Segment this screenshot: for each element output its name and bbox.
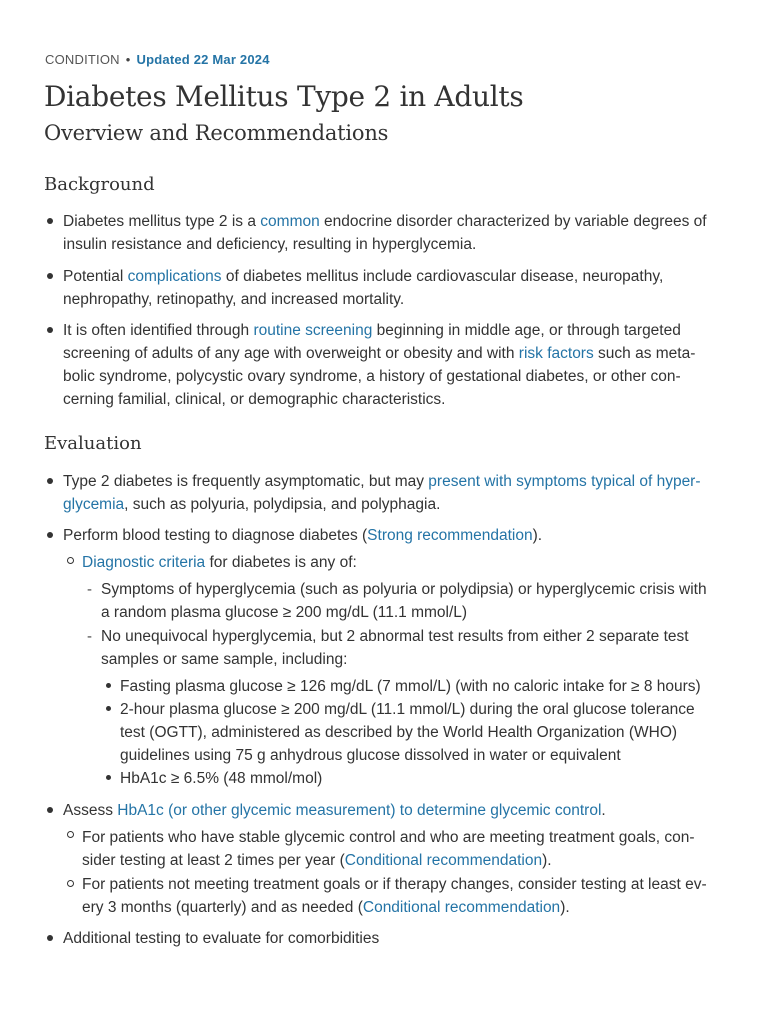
page-subtitle: Overview and Recommendations	[44, 121, 389, 145]
bullet	[106, 706, 111, 711]
list-item-text: Perform blood testing to diagnose diabetes (Strong recommendation).	[63, 527, 543, 544]
list-item-text: a random plasma glucose ≥ 200 mg/dL (11.1 mmol/L)	[101, 604, 468, 621]
bullet	[47, 327, 53, 333]
list-item-text: cerning familial, clinical, or demographic characteristics.	[63, 391, 446, 408]
bullet	[106, 683, 111, 688]
list-item-text: ery 3 months (quarterly) and as needed (Conditional recommendation).	[82, 899, 570, 916]
list-item-text: Diagnostic criteria for diabetes is any of:	[82, 554, 357, 571]
list-item-text: Type 2 diabetes is frequently asymptomatic, but may present with symptoms typical of hyper-	[63, 473, 701, 490]
bullet	[47, 273, 53, 279]
section-heading-background: Background	[44, 174, 155, 195]
sub-bullet	[67, 880, 74, 887]
bullet	[47, 532, 53, 538]
dash-marker: -	[87, 581, 92, 598]
list-item-text: screening of adults of any age with overweight or obesity and with risk factors such as meta-	[63, 345, 696, 362]
present-with-symptoms-link[interactable]: present with symptoms typical of hyper-	[428, 473, 701, 490]
list-item-text: samples or same sample, including:	[101, 651, 348, 668]
meta-separator: •	[125, 52, 131, 67]
glycemia-link[interactable]: glycemia	[63, 496, 125, 513]
list-item-text: nephropathy, retinopathy, and increased mortality.	[63, 291, 405, 308]
risk-factors-link[interactable]: risk factors	[518, 345, 594, 362]
list-item-text: bolic syndrome, polycystic ovary syndrome, a history of gestational diabetes, or other con-	[63, 368, 681, 385]
list-item-text: For patients not meeting treatment goals or if therapy changes, consider testing at least ev-	[82, 876, 707, 893]
article-meta	[45, 52, 270, 67]
section-heading-evaluation: Evaluation	[44, 433, 142, 454]
bullet	[47, 807, 53, 813]
list-item-text: sider testing at least 2 times per year (Conditional recommendation).	[82, 852, 552, 869]
conditional-recommendation-link[interactable]: Conditional recommendation	[344, 852, 543, 869]
list-item-text: guidelines using 75 g anhydrous glucose dissolved in water or equivalent	[120, 747, 621, 764]
common-link[interactable]: common	[260, 213, 320, 230]
list-item-text: glycemia, such as polyuria, polydipsia, and polyphagia.	[63, 496, 441, 513]
list-item-text: 2-hour plasma glucose ≥ 200 mg/dL (11.1 mmol/L) during the oral glucose tolerance	[120, 701, 695, 718]
bullet	[47, 478, 53, 484]
diagnostic-criteria-link[interactable]: Diagnostic criteria	[82, 554, 206, 571]
complications-link[interactable]: complications	[127, 268, 222, 285]
bullet	[47, 935, 53, 941]
updated-date: Updated 22 Mar 2024	[136, 52, 270, 67]
category-label: CONDITION	[45, 52, 120, 67]
list-item-text: Fasting plasma glucose ≥ 126 mg/dL (7 mmol/L) (with no caloric intake for ≥ 8 hours)	[120, 678, 701, 695]
dash-marker: -	[87, 628, 92, 645]
list-item-text: insulin resistance and deficiency, resulting in hyperglycemia.	[63, 236, 477, 253]
strong-recommendation-link[interactable]: Strong recommendation	[367, 527, 533, 544]
list-item-text: No unequivocal hyperglycemia, but 2 abnormal test results from either 2 separate test	[101, 628, 689, 645]
sub-bullet	[67, 831, 74, 838]
list-item-text: Symptoms of hyperglycemia (such as polyuria or polydipsia) or hyperglycemic crisis with	[101, 581, 707, 598]
page-title: Diabetes Mellitus Type 2 in Adults	[44, 80, 524, 113]
bullet	[106, 775, 111, 780]
list-item-text: Diabetes mellitus type 2 is a common endocrine disorder characterized by variable degrees of	[63, 213, 707, 230]
sub-bullet	[67, 557, 74, 564]
list-item-text: Additional testing to evaluate for comorbidities	[63, 930, 380, 947]
list-item-text: It is often identified through routine screening beginning in middle age, or through targeted	[63, 322, 681, 339]
list-item-text: For patients who have stable glycemic control and who are meeting treatment goals, con-	[82, 829, 695, 846]
routine-screening-link[interactable]: routine screening	[253, 322, 373, 339]
list-item-text: HbA1c ≥ 6.5% (48 mmol/mol)	[120, 770, 323, 787]
hba1c-glycemic-control-link[interactable]: HbA1c (or other glycemic measurement) to determine glycemic control	[117, 802, 602, 819]
bullet	[47, 218, 53, 224]
list-item-text: Assess HbA1c (or other glycemic measurement) to determine glycemic control.	[63, 802, 606, 819]
list-item-text: test (OGTT), administered as described by the World Health Organization (WHO)	[120, 724, 678, 741]
list-item-text: Potential complications of diabetes mellitus include cardiovascular disease, neuropathy,	[63, 268, 664, 285]
conditional-recommendation-link[interactable]: Conditional recommendation	[362, 899, 561, 916]
